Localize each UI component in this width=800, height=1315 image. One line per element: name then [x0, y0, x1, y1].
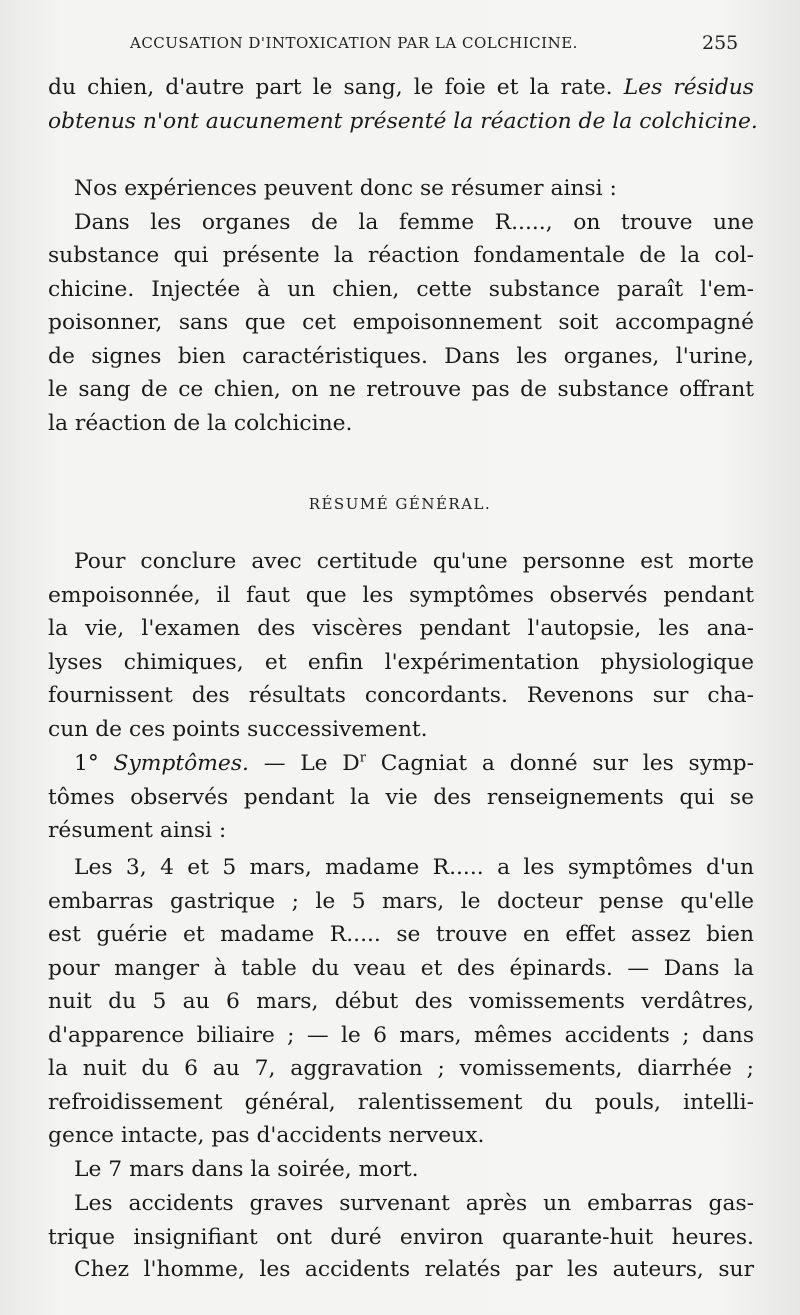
paragraph-death	[48, 1153, 754, 1187]
text-line: Dans les organes de la femme R....., on trouve une	[74, 209, 754, 235]
text-line-roman: du chien, d'autre part le sang, le foie et la rate.	[48, 75, 613, 100]
text-line	[48, 71, 754, 105]
text-line: gence intacte, pas d'accidents nerveux.	[48, 1123, 485, 1148]
text-line: chicine. Injectée à un chien, cette substance paraît l'em-	[48, 276, 754, 302]
text-line: Le 7 mars dans la soirée, mort.	[74, 1157, 419, 1182]
text-line: Nos expériences peuvent donc se résumer ainsi :	[74, 176, 617, 201]
text-line: le sang de ce chien, on ne retrouve pas de substance offrant	[48, 377, 754, 402]
text-line-italic: obtenus n'ont aucunement présenté la réaction de la colchicine.	[48, 108, 758, 134]
text-fragment: — Le D	[263, 751, 360, 776]
page-number: 255	[702, 32, 739, 54]
text-line: Les accidents graves survenant après un embarras gas-	[74, 1191, 754, 1216]
text-line: empoisonnée, il faut que les symptômes observés pendant	[48, 582, 754, 608]
text-line: Pour conclure avec certitude qu'une personne est morte	[74, 549, 754, 574]
text-line: résument ainsi :	[48, 818, 227, 843]
paragraph-symptoms	[48, 747, 754, 848]
text-line: Les 3, 4 et 5 mars, madame R..... a les symptômes d'un	[74, 855, 754, 880]
text-line: la réaction de la colchicine.	[48, 410, 353, 436]
text-line-italic: Les résidus	[623, 75, 754, 100]
text-line: pour manger à table du veau et des épinards. — Dans la	[48, 955, 754, 981]
text-line: trique insignifiant ont duré environ quarante-huit heures.	[48, 1224, 754, 1250]
text-line: Chez l'homme, les accidents relatés par les auteurs, sur	[74, 1257, 754, 1282]
text-line: fournissent des résultats concordants. Revenons sur cha-	[48, 683, 754, 708]
symptoms-label: Symptômes.	[113, 751, 249, 776]
text-line: la vie, l'examen des viscères pendant l'autopsie, les ana-	[48, 616, 754, 641]
section-title: RÉSUMÉ GÉNÉRAL.	[308, 495, 492, 513]
text-line: cun de ces points successivement.	[48, 716, 428, 742]
text-line: poisonner, sans que cet empoisonnement soit accompagné	[48, 310, 754, 335]
list-number: 1°	[74, 751, 99, 776]
paragraph-case-history	[48, 851, 754, 1153]
paragraph-conclusion	[48, 545, 754, 746]
text-line: embarras gastrique ; le 5 mars, le docteur pense qu'elle	[48, 888, 754, 914]
running-header: ACCUSATION D'INTOXICATION PAR LA COLCHICINE.	[130, 34, 578, 52]
text-line: de signes bien caractéristiques. Dans les organes, l'urine,	[48, 343, 754, 369]
text-line: est guérie et madame R..... se trouve en effet assez bien	[48, 922, 754, 947]
text-line: substance qui présente la réaction fondamentale de la col-	[48, 243, 754, 268]
text-fragment: Cagniat a donné sur les symp-	[380, 751, 754, 776]
text-line	[48, 747, 754, 781]
text-line: d'apparence biliaire ; — le 6 mars, mêmes accidents ; dans	[48, 1022, 754, 1048]
text-line: lyses chimiques, et enfin l'expérimentation physiologique	[48, 649, 754, 675]
paragraph-men	[48, 1253, 754, 1287]
text-line: la nuit du 6 au 7, aggravation ; vomissements, diarrhée ;	[48, 1056, 754, 1081]
doctor-superscript: r	[359, 750, 367, 766]
paragraph-continuation	[48, 71, 758, 138]
text-line: nuit du 5 au 6 mars, début des vomissements verdâtres,	[48, 989, 754, 1014]
paragraph-duration	[48, 1187, 754, 1254]
text-line: tômes observés pendant la vie des renseignements qui se	[48, 784, 754, 810]
text-line: refroidissement général, ralentissement du pouls, intelli-	[48, 1089, 754, 1115]
paragraph-experiments-summary	[48, 172, 754, 440]
